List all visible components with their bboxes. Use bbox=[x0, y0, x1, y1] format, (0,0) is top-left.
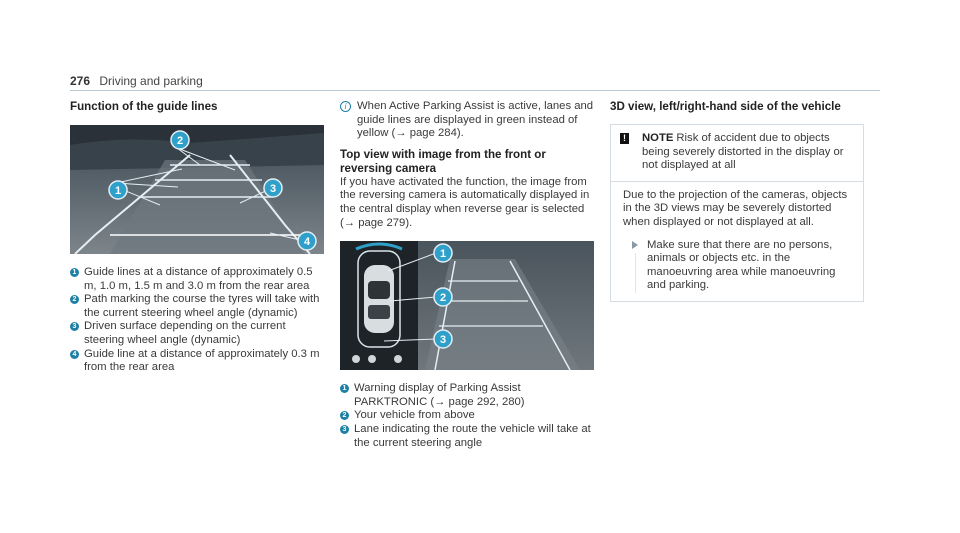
warning-icon: ! bbox=[620, 133, 629, 144]
top-view-legend bbox=[340, 382, 595, 450]
note-instruction-text: Make sure that there are no persons, animals or objects etc. in the manoeuvring area while manoeuvring and parking. bbox=[647, 238, 836, 292]
column-top-view bbox=[340, 100, 595, 450]
note-label: NOTE bbox=[642, 132, 674, 144]
svg-text:2: 2 bbox=[176, 135, 184, 147]
note-title: Risk of accident due to objects being severely distorted in the display or not displayed at all bbox=[642, 132, 844, 172]
section-body: If you have activated the function, the image from the reversing camera is automatically displayed in the central display when reverse gear is selected (→ page 279). bbox=[340, 175, 590, 229]
note-body-text: Due to the projection of the cameras, objects in the 3D views may be severely distorted when displayed or not displayed at all. bbox=[623, 188, 848, 228]
section-heading: Top view with image from the front or reversing camera bbox=[340, 147, 546, 175]
warning-body bbox=[611, 182, 863, 301]
warning-header bbox=[611, 125, 863, 182]
number-marker-icon: 1 bbox=[70, 268, 79, 277]
info-note bbox=[340, 100, 595, 141]
note-instruction bbox=[623, 239, 855, 293]
number-marker-icon: 3 bbox=[70, 322, 79, 331]
column-guide-lines bbox=[70, 100, 325, 375]
svg-text:3: 3 bbox=[269, 183, 277, 195]
section-title: Driving and parking bbox=[99, 74, 203, 88]
guide-lines-image bbox=[70, 125, 324, 254]
svg-text:2: 2 bbox=[439, 292, 447, 305]
legend-item: 4 Guide line at a distance of approximately 0.3 m from the rear area bbox=[70, 348, 325, 375]
svg-text:1: 1 bbox=[439, 248, 447, 261]
number-marker-icon: 3 bbox=[340, 425, 349, 434]
section-heading: 3D view, left/right-hand side of the vehicle bbox=[610, 100, 841, 113]
info-text: When Active Parking Assist is active, lanes and guide lines are displayed in green instead of yellow (→ page 284). bbox=[357, 100, 594, 140]
legend-item: 2 Your vehicle from above bbox=[340, 409, 595, 423]
info-icon: i bbox=[340, 101, 351, 112]
warning-note bbox=[610, 124, 864, 302]
legend-item: 3 Lane indicating the route the vehicle will take at the current steering angle bbox=[340, 423, 595, 450]
legend-item: 3 Driven surface depending on the current steering wheel angle (dynamic) bbox=[70, 320, 325, 347]
top-view-image bbox=[340, 241, 594, 370]
number-marker-icon: 2 bbox=[70, 295, 79, 304]
page-header bbox=[70, 74, 203, 88]
number-marker-icon: 1 bbox=[340, 384, 349, 393]
arrow-right-icon bbox=[632, 241, 638, 249]
legend-item: 1 Warning display of Parking Assist PARKTRONIC (→ page 292, 280) bbox=[340, 382, 595, 409]
header-rule bbox=[70, 90, 880, 91]
number-marker-icon: 4 bbox=[70, 350, 79, 359]
page-number: 276 bbox=[70, 74, 91, 88]
column-3d-view bbox=[610, 100, 880, 302]
svg-text:3: 3 bbox=[439, 334, 447, 347]
svg-text:4: 4 bbox=[303, 236, 311, 248]
section-heading: Function of the guide lines bbox=[70, 100, 218, 113]
legend-item: 1 Guide lines at a distance of approximately 0.5 m, 1.0 m, 1.5 m and 3.0 m from the rear area bbox=[70, 266, 325, 293]
number-marker-icon: 2 bbox=[340, 411, 349, 420]
svg-text:1: 1 bbox=[114, 185, 122, 197]
legend-item: 2 Path marking the course the tyres will take with the current steering wheel angle (dynamic) bbox=[70, 293, 325, 320]
bullet-line bbox=[635, 253, 636, 293]
guide-lines-legend bbox=[70, 266, 325, 375]
